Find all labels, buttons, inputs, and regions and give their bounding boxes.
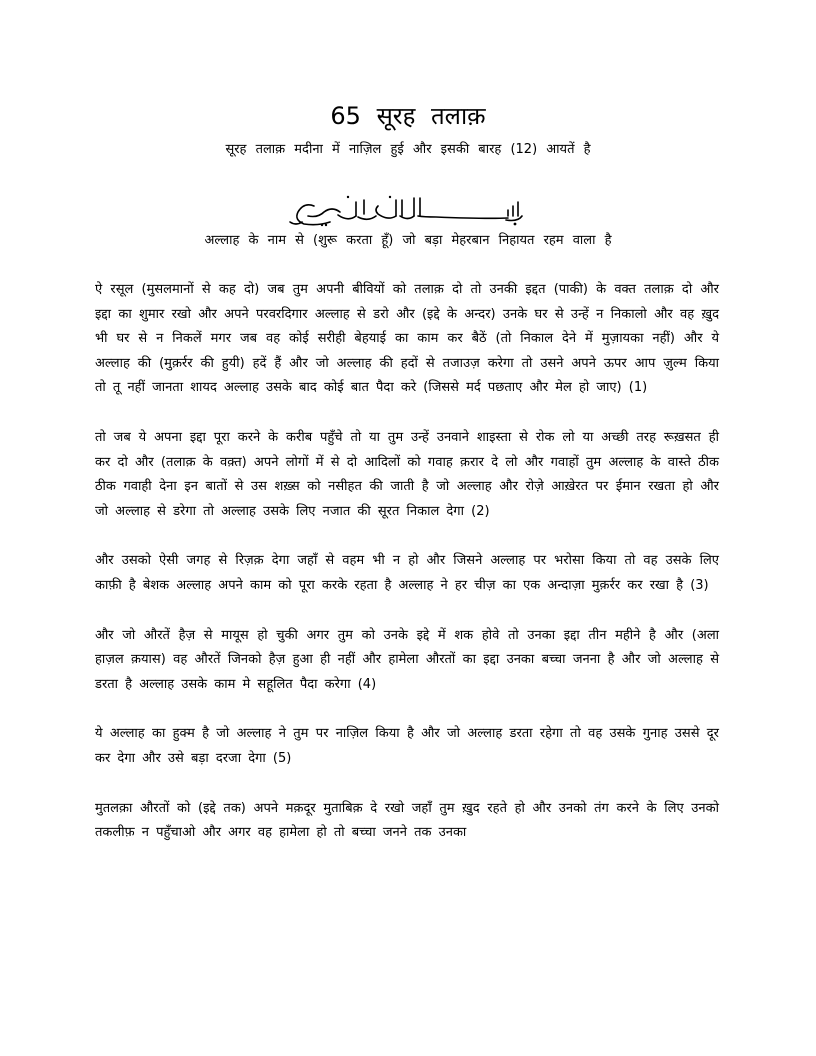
verse-paragraph-1: ऐ रसूल (मुसलमानों से कह दो) जब तुम अपनी बीवियों को तलाक़ दो तो उनकी इद्दत (पाकी) के वक्त तलाक़ दो और इद्दा का शुमार रखो और अपने परवरदिगार अल्लाह से डरो और (इद्दे के अन्दर) उनके घर से उन्हें न निकालो और वह ख़ुद भी घर से न निकलें मगर जब वह कोई सरीही बेहयाई का काम कर बैठें (तो निकाल देने में मुज़ायका नहीं) और ये अल्लाह की (मुक़र्रर की हुयी) हदें हैं और जो अल्लाह की हदों से तजाउज़ करेगा तो उसने अपने ऊपर आप ज़ुल्म किया तो तू नहीं जानता शायद अल्लाह उसके बाद कोई बात पैदा करे (जिससे मर्द पछताए और मेल हो जाए) (1) [95,282,719,396]
verse-paragraph-6: मुतलक़ा औरतों को (इद्दे तक) अपने मक़दूर मुताबिक़ दे रखो जहाँ तुम ख़ुद रहते हो और उनको तंग करने के लिए उनको तकलीफ़ न पहुँचाओ और अगर वह हामेला हो तो बच्चा जनने तक उनका [95,800,719,841]
verse-paragraph-4: और जो औरतें हैज़ से मायूस हो चुकी अगर तुम को उनके इद्दे में शक होवे तो उनका इद्दा तीन महीने है और (अला हाज़ल क़यास) वह औरतें जिनको हैज़ हुआ ही नहीं और हामेला औरतों का इद्दा उनका बच्चा जनना है और जो अल्लाह से डरता है अल्लाह उसके काम मे सहूलित पैदा करेगा (4) [95,627,719,692]
verse-paragraph-3: और उसको ऐसी जगह से रिज़क़ देगा जहाँ से वहम भी न हो और जिसने अल्लाह पर भरोसा किया तो वह उसके लिए काफ़ी है बेशक अल्लाह अपने काम को पूरा करके रहता है अल्लाह ने हर चीज़ का एक अन्दाज़ा मुक़र्रर कर रखा है (3) [95,553,719,593]
verse-paragraph-5: ये अल्लाह का हुक्म है जो अल्लाह ने तुम पर नाज़िल किया है और जो अल्लाह डरता रहेगा तो वह उसके गुनाह उससे दूर कर देगा और उसे बड़ा दरजा देगा (5) [95,726,719,766]
bismillah-calligraphy [286,192,530,230]
surah-subtitle: सूरह तलाक़ मदीना में नाज़िल हुई और इसकी बारह (12) आयतें है [225,142,591,157]
verse-paragraph-2: तो जब ये अपना इद्दा पूरा करने के करीब पहुँचे तो या तुम उन्हें उनवाने शाइस्ता से रोक लो या अच्छी तरह रूख़सत ही कर दो और (तलाक़ के वक़्त) अपने लोगों में से दो आदिलों को गवाह क़रार दे लो और गवाहों तुम अल्लाह के वास्ते ठीक ठीक गवाही देना इन बातों से उस शख़्स को नसीहत की जाती है जो अल्लाह और रोज़े आख़ेरत पर ईमान रखता हो और जो अल्लाह से डरेगा तो अल्लाह उसके लिए नजात की सूरत निकाल देगा (2) [95,429,719,519]
surah-title: 65 सूरह तलाक़ [330,102,486,130]
surah-body [95,278,719,871]
basmala-translation: अल्लाह के नाम से (शुरू करता हूँ) जो बड़ा मेहरबान निहायत रहम वाला है [204,233,612,248]
